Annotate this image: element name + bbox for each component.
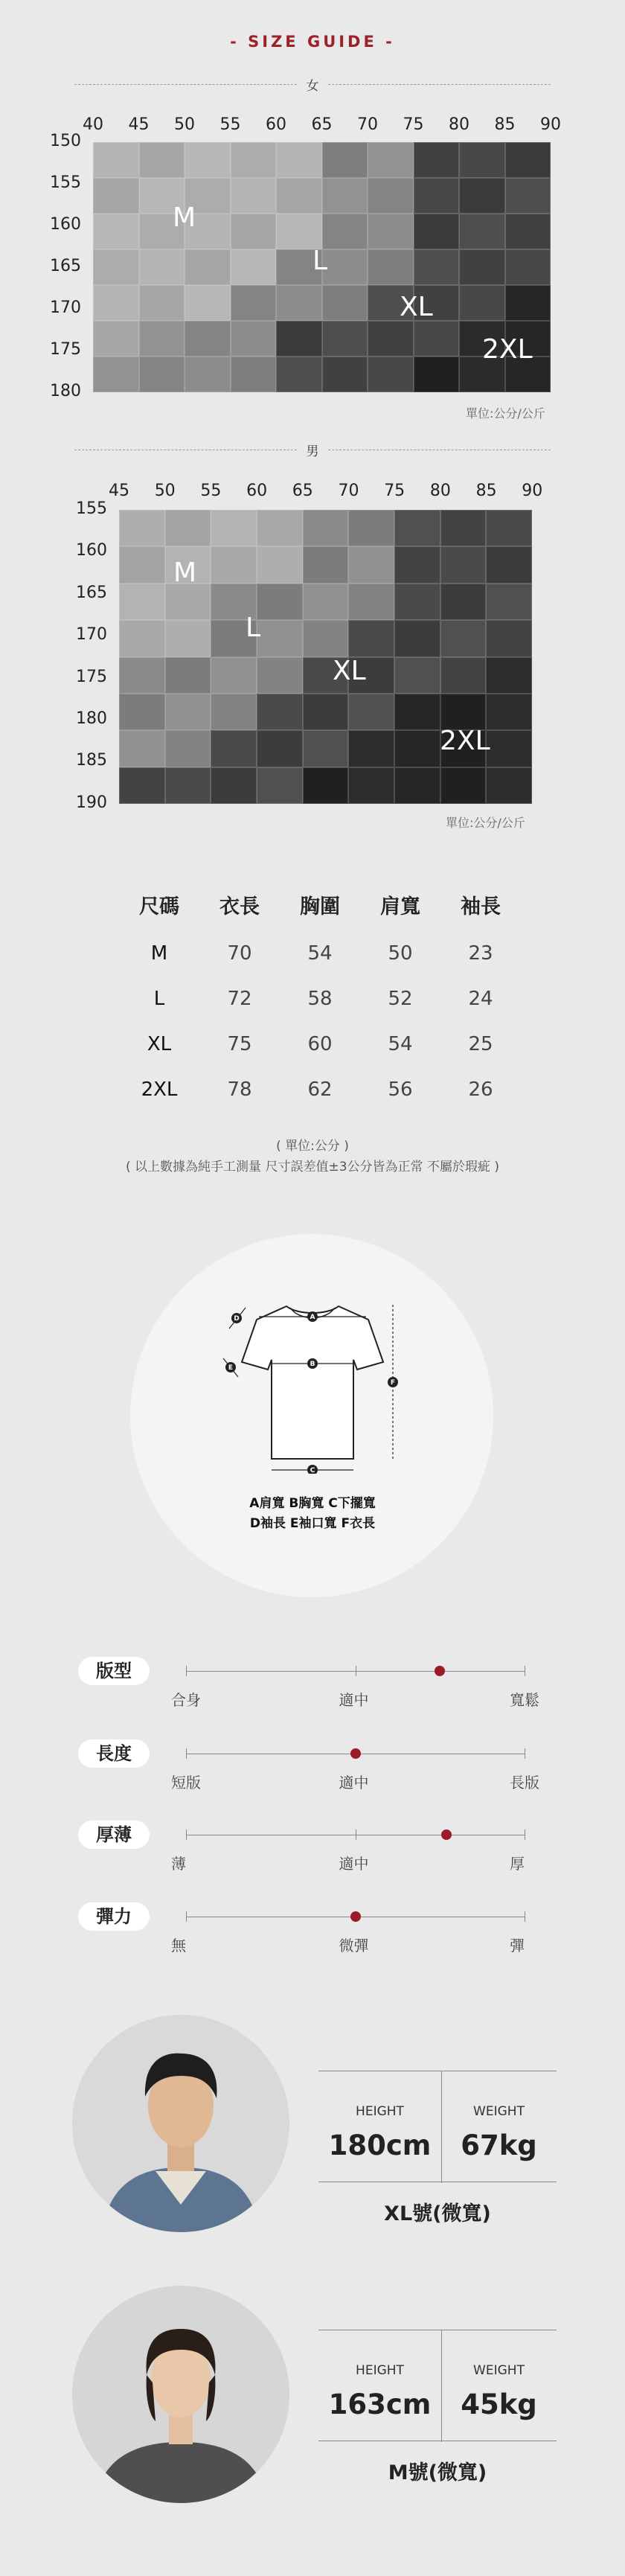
grid-cell-m xyxy=(276,178,322,214)
cell-chest: 58 xyxy=(307,987,333,1010)
rating-name: 版型 xyxy=(78,1657,150,1685)
x-tick-label: 40 xyxy=(83,115,103,134)
female-divider-label: 女 xyxy=(298,75,327,94)
x-tick-label: 85 xyxy=(475,482,497,500)
grid-cell-xl xyxy=(414,178,460,214)
x-tick-label: 90 xyxy=(522,482,543,500)
weight-label: WEIGHT xyxy=(473,2104,525,2119)
x-tick-label: 65 xyxy=(292,482,313,500)
cell-shoulder: 54 xyxy=(388,1032,413,1055)
grid-cell-l xyxy=(322,249,368,285)
y-tick-label: 155 xyxy=(50,173,81,192)
diagram-legend-line1: A肩寬 B胸寬 C下擺寬 xyxy=(249,1496,376,1511)
grid-cell-xl xyxy=(119,767,165,804)
rating-name: 長度 xyxy=(78,1739,150,1768)
grid-cell-xl xyxy=(303,730,349,767)
grid-cell-l xyxy=(231,321,277,357)
grid-cell-xl xyxy=(303,694,349,730)
x-tick-label: 60 xyxy=(266,115,286,134)
x-tick-label: 50 xyxy=(174,115,195,134)
rating-indicator-dot xyxy=(441,1829,452,1840)
grid-cell-m xyxy=(165,620,211,656)
cell-shoulder: 56 xyxy=(388,1078,413,1101)
grid-cell-2xl xyxy=(486,657,532,694)
size-guide-title: - SIZE GUIDE - xyxy=(230,33,395,51)
grid-cell-m xyxy=(119,510,165,546)
tshirt-outline xyxy=(242,1306,383,1459)
grid-cell-xl xyxy=(440,510,487,546)
grid-cell-l xyxy=(165,657,211,694)
male-model-photo xyxy=(72,2015,289,2232)
weight-value: 45kg xyxy=(461,2388,537,2420)
x-tick-label: 70 xyxy=(357,115,378,134)
rating-row xyxy=(78,1821,551,1873)
grid-cell-l xyxy=(322,285,368,321)
grid-cell-xl xyxy=(165,767,211,804)
grid-cell-m xyxy=(257,510,303,546)
grid-cell-m xyxy=(165,584,211,620)
grid-cell-l xyxy=(231,285,277,321)
female-unit-note: 單位:公分/公斤 xyxy=(466,406,545,421)
grid-cell-m xyxy=(257,546,303,583)
grid-cell-xl xyxy=(394,584,440,620)
grid-cell-xl xyxy=(322,357,368,392)
grid-cell-xl xyxy=(440,620,487,656)
grid-cell-l xyxy=(185,357,231,392)
x-tick-label: 45 xyxy=(128,115,150,134)
grid-cell-l xyxy=(257,657,303,694)
size-table-header-row xyxy=(119,878,521,930)
table-row xyxy=(119,976,521,1021)
grid-cell-2xl xyxy=(394,767,440,804)
weight-value: 67kg xyxy=(461,2129,537,2161)
grid-cell-xl xyxy=(394,510,440,546)
grid-cell-xl xyxy=(459,178,505,214)
rating-name: 厚薄 xyxy=(78,1821,150,1849)
grid-cell-2xl xyxy=(486,730,532,767)
cell-sleeve: 23 xyxy=(468,942,493,965)
grid-cell-xl xyxy=(257,730,303,767)
grid-cell-xl xyxy=(440,584,487,620)
grid-cell-2xl xyxy=(486,767,532,804)
grid-cell-m xyxy=(119,584,165,620)
rating-indicator-dot xyxy=(350,1911,361,1922)
y-tick-label: 155 xyxy=(76,499,107,518)
cell-size: L xyxy=(153,987,165,1010)
cell-length: 78 xyxy=(227,1078,252,1101)
grid-cell-l xyxy=(303,620,349,656)
male-model-stats xyxy=(318,2071,557,2182)
grid-cell-m xyxy=(276,214,322,249)
grid-cell-xl xyxy=(505,178,551,214)
grid-cell-xl xyxy=(276,321,322,357)
header-size: 尺碼 xyxy=(139,895,179,918)
grid-cell-2xl xyxy=(486,694,532,730)
table-row xyxy=(119,1067,521,1112)
male-model-avatar xyxy=(72,2015,289,2232)
rating-right-label: 彈 xyxy=(510,1937,525,1955)
grid-cell-xl xyxy=(459,214,505,249)
header-sleeve: 袖長 xyxy=(461,895,501,918)
grid-cell-xl xyxy=(368,321,414,357)
cell-sleeve: 26 xyxy=(468,1078,493,1101)
rating-left-label: 無 xyxy=(171,1937,186,1955)
y-tick-label: 170 xyxy=(76,625,107,645)
rating-row xyxy=(78,1739,551,1792)
rating-indicator-dot xyxy=(435,1666,445,1676)
grid-cell-xl xyxy=(414,142,460,178)
grid-cell-m xyxy=(93,142,139,178)
cell-chest: 62 xyxy=(307,1078,333,1101)
grid-cell-xl xyxy=(257,694,303,730)
grid-cell-xl xyxy=(211,767,257,804)
grid-cell-l xyxy=(368,214,414,249)
grid-cell-l xyxy=(165,694,211,730)
rating-name: 彈力 xyxy=(78,1902,150,1931)
point-f-label: F xyxy=(390,1379,396,1387)
y-tick-label: 165 xyxy=(50,257,81,275)
grid-cell-l xyxy=(368,178,414,214)
size-zone-label-l: L xyxy=(246,613,261,643)
fit-size-label: M號(微寬) xyxy=(388,2461,487,2484)
rating-left-label: 薄 xyxy=(171,1855,186,1873)
x-tick-label: 60 xyxy=(246,482,268,500)
grid-cell-2xl xyxy=(348,730,394,767)
grid-cell-m xyxy=(231,214,277,249)
grid-cell-xl xyxy=(211,730,257,767)
grid-cell-2xl xyxy=(414,357,460,392)
x-tick-label: 50 xyxy=(154,482,176,500)
rating-left-label: 合身 xyxy=(171,1691,201,1709)
grid-cell-m xyxy=(211,510,257,546)
grid-cell-m xyxy=(276,142,322,178)
grid-cell-l xyxy=(322,142,368,178)
cell-size: M xyxy=(150,942,168,965)
diagram-legend-line2: D袖長 E袖口寬 F衣長 xyxy=(249,1516,376,1531)
grid-cell-l xyxy=(322,178,368,214)
grid-cell-l xyxy=(119,730,165,767)
cell-chest: 60 xyxy=(307,1032,333,1055)
grid-cell-l xyxy=(93,357,139,392)
size-zone-label-2xl: 2XL xyxy=(440,726,490,756)
grid-cell-l xyxy=(211,694,257,730)
grid-cell-l xyxy=(348,510,394,546)
grid-cell-xl xyxy=(414,321,460,357)
tshirt-measurement-diagram xyxy=(216,1291,409,1474)
x-tick-label: 90 xyxy=(540,115,561,134)
grid-cell-l xyxy=(257,620,303,656)
grid-cell-m xyxy=(139,285,185,321)
stats-divider xyxy=(441,2071,442,2183)
x-tick-label: 75 xyxy=(403,115,424,134)
height-label: HEIGHT xyxy=(356,2363,404,2378)
y-tick-label: 160 xyxy=(50,215,81,234)
rating-tick-start xyxy=(186,1666,187,1676)
grid-cell-xl xyxy=(414,249,460,285)
grid-cell-2xl xyxy=(394,730,440,767)
grid-cell-2xl xyxy=(505,285,551,321)
size-table xyxy=(119,878,521,1112)
y-tick-label: 180 xyxy=(76,709,107,728)
size-zone-label-l: L xyxy=(312,246,328,276)
x-tick-label: 85 xyxy=(494,115,516,134)
table-row xyxy=(119,930,521,976)
cell-chest: 54 xyxy=(307,942,333,965)
grid-cell-xl xyxy=(394,620,440,656)
grid-cell-m xyxy=(93,321,139,357)
table-row xyxy=(119,1021,521,1067)
grid-cell-m xyxy=(93,214,139,249)
height-value: 163cm xyxy=(328,2388,432,2420)
female-model-photo xyxy=(72,2286,289,2503)
grid-cell-xl xyxy=(459,249,505,285)
x-tick-label: 65 xyxy=(311,115,333,134)
rating-right-label: 厚 xyxy=(510,1855,525,1873)
y-tick-label: 185 xyxy=(76,751,107,770)
cell-length: 70 xyxy=(227,942,252,965)
grid-cell-xl xyxy=(486,546,532,583)
female-model-avatar xyxy=(72,2286,289,2503)
grid-cell-m xyxy=(231,249,277,285)
point-d-label: D xyxy=(234,1315,240,1323)
disclaimer-note: ( 以上數據為純手工測量 尺寸誤差值±3公分皆為正常 不屬於瑕疵 ) xyxy=(126,1160,499,1174)
y-tick-label: 190 xyxy=(76,793,107,812)
grid-cell-m xyxy=(231,178,277,214)
point-c-label: C xyxy=(310,1467,315,1474)
male-divider-label: 男 xyxy=(298,441,327,459)
grid-cell-l xyxy=(139,357,185,392)
grid-cell-l xyxy=(348,584,394,620)
female-model-stats xyxy=(318,2330,557,2441)
grid-cell-xl xyxy=(459,285,505,321)
fit-size-label: XL號(微寬) xyxy=(384,2202,491,2225)
grid-cell-l xyxy=(276,285,322,321)
grid-cell-xl xyxy=(459,142,505,178)
rating-tick-start xyxy=(186,1829,187,1840)
rating-right-label: 寬鬆 xyxy=(510,1691,539,1709)
y-tick-label: 175 xyxy=(76,667,107,686)
rating-row xyxy=(78,1902,551,1955)
rating-mid-label: 適中 xyxy=(339,1774,369,1792)
grid-cell-m xyxy=(231,142,277,178)
x-tick-label: 55 xyxy=(219,115,241,134)
cell-shoulder: 50 xyxy=(388,942,413,965)
grid-cell-l xyxy=(303,546,349,583)
grid-cell-l xyxy=(303,584,349,620)
unit-note: ( 單位:公分 ) xyxy=(276,1139,349,1154)
grid-cell-m xyxy=(185,285,231,321)
x-tick-label: 55 xyxy=(200,482,222,500)
grid-cell-l xyxy=(368,249,414,285)
grid-cell-l xyxy=(303,510,349,546)
x-tick-label: 70 xyxy=(338,482,359,500)
cell-sleeve: 25 xyxy=(468,1032,493,1055)
header-chest: 胸圍 xyxy=(300,895,340,918)
cell-shoulder: 52 xyxy=(388,987,413,1010)
y-tick-label: 165 xyxy=(76,583,107,602)
grid-cell-xl xyxy=(322,321,368,357)
grid-cell-l xyxy=(119,694,165,730)
grid-cell-m xyxy=(185,142,231,178)
grid-cell-2xl xyxy=(440,694,487,730)
size-zone-label-xl: XL xyxy=(400,292,433,322)
grid-cell-2xl xyxy=(394,694,440,730)
x-tick-label: 80 xyxy=(449,115,469,134)
grid-cell-m xyxy=(139,142,185,178)
grid-cell-m xyxy=(93,285,139,321)
size-zone-label-2xl: 2XL xyxy=(482,334,533,365)
grid-cell-xl xyxy=(394,657,440,694)
grid-cell-2xl xyxy=(440,767,487,804)
rating-mid-label: 微彈 xyxy=(339,1937,369,1955)
rating-mid-label: 適中 xyxy=(339,1855,369,1873)
cell-size: 2XL xyxy=(141,1078,178,1101)
y-tick-label: 160 xyxy=(76,541,107,560)
point-a-label: A xyxy=(310,1314,315,1321)
male-unit-note: 單位:公分/公斤 xyxy=(446,816,525,830)
grid-cell-l xyxy=(322,214,368,249)
grid-cell-l xyxy=(368,142,414,178)
size-zone-label-m: M xyxy=(173,202,196,233)
rating-row xyxy=(78,1657,551,1709)
grid-cell-l xyxy=(185,321,231,357)
grid-cell-xl xyxy=(348,620,394,656)
grid-cell-xl xyxy=(394,546,440,583)
grid-cell-l xyxy=(211,657,257,694)
grid-cell-l xyxy=(139,321,185,357)
size-zone-label-xl: XL xyxy=(333,656,366,686)
grid-cell-m xyxy=(93,249,139,285)
cell-length: 75 xyxy=(227,1032,252,1055)
grid-cell-l xyxy=(119,657,165,694)
grid-cell-l xyxy=(348,546,394,583)
rating-right-label: 長版 xyxy=(510,1774,539,1792)
grid-cell-l xyxy=(231,357,277,392)
point-b-label: B xyxy=(310,1361,315,1368)
grid-cell-2xl xyxy=(303,767,349,804)
x-tick-label: 80 xyxy=(429,482,451,500)
rating-mid-label: 適中 xyxy=(339,1691,369,1709)
grid-cell-xl xyxy=(414,214,460,249)
y-tick-label: 180 xyxy=(50,382,81,400)
grid-cell-xl xyxy=(440,546,487,583)
weight-label: WEIGHT xyxy=(473,2363,525,2378)
grid-cell-xl xyxy=(505,142,551,178)
grid-cell-m xyxy=(211,546,257,583)
rating-indicator-dot xyxy=(350,1748,361,1759)
grid-cell-l xyxy=(257,584,303,620)
point-e-label: E xyxy=(228,1364,234,1372)
height-value: 180cm xyxy=(328,2129,432,2161)
rating-tick-start xyxy=(186,1911,187,1922)
grid-cell-m xyxy=(165,510,211,546)
header-length: 衣長 xyxy=(219,895,260,918)
header-shoulder: 肩寬 xyxy=(380,895,420,918)
grid-cell-m xyxy=(119,620,165,656)
x-tick-label: 75 xyxy=(384,482,406,500)
grid-cell-m xyxy=(185,249,231,285)
grid-cell-xl xyxy=(276,357,322,392)
cell-length: 72 xyxy=(227,987,252,1010)
y-tick-label: 170 xyxy=(50,298,81,317)
size-zone-label-m: M xyxy=(173,557,197,588)
grid-cell-xl xyxy=(486,510,532,546)
grid-cell-xl xyxy=(505,249,551,285)
stats-divider xyxy=(441,2330,442,2442)
rating-left-label: 短版 xyxy=(171,1774,201,1792)
grid-cell-l xyxy=(165,730,211,767)
grid-cell-xl xyxy=(348,694,394,730)
cell-size: XL xyxy=(147,1032,172,1055)
grid-cell-xl xyxy=(368,357,414,392)
rating-tick-start xyxy=(186,1748,187,1759)
size-zone-grid xyxy=(119,510,532,804)
x-tick-label: 45 xyxy=(109,482,129,500)
y-tick-label: 175 xyxy=(50,340,81,359)
grid-cell-xl xyxy=(505,214,551,249)
grid-cell-xl xyxy=(486,620,532,656)
grid-cell-xl xyxy=(257,767,303,804)
grid-cell-xl xyxy=(440,657,487,694)
grid-cell-m xyxy=(119,546,165,583)
grid-cell-2xl xyxy=(348,767,394,804)
grid-cell-m xyxy=(93,178,139,214)
grid-cell-m xyxy=(139,249,185,285)
grid-cell-xl xyxy=(486,584,532,620)
cell-sleeve: 24 xyxy=(468,987,493,1010)
height-label: HEIGHT xyxy=(356,2104,404,2119)
y-tick-label: 150 xyxy=(50,132,81,150)
